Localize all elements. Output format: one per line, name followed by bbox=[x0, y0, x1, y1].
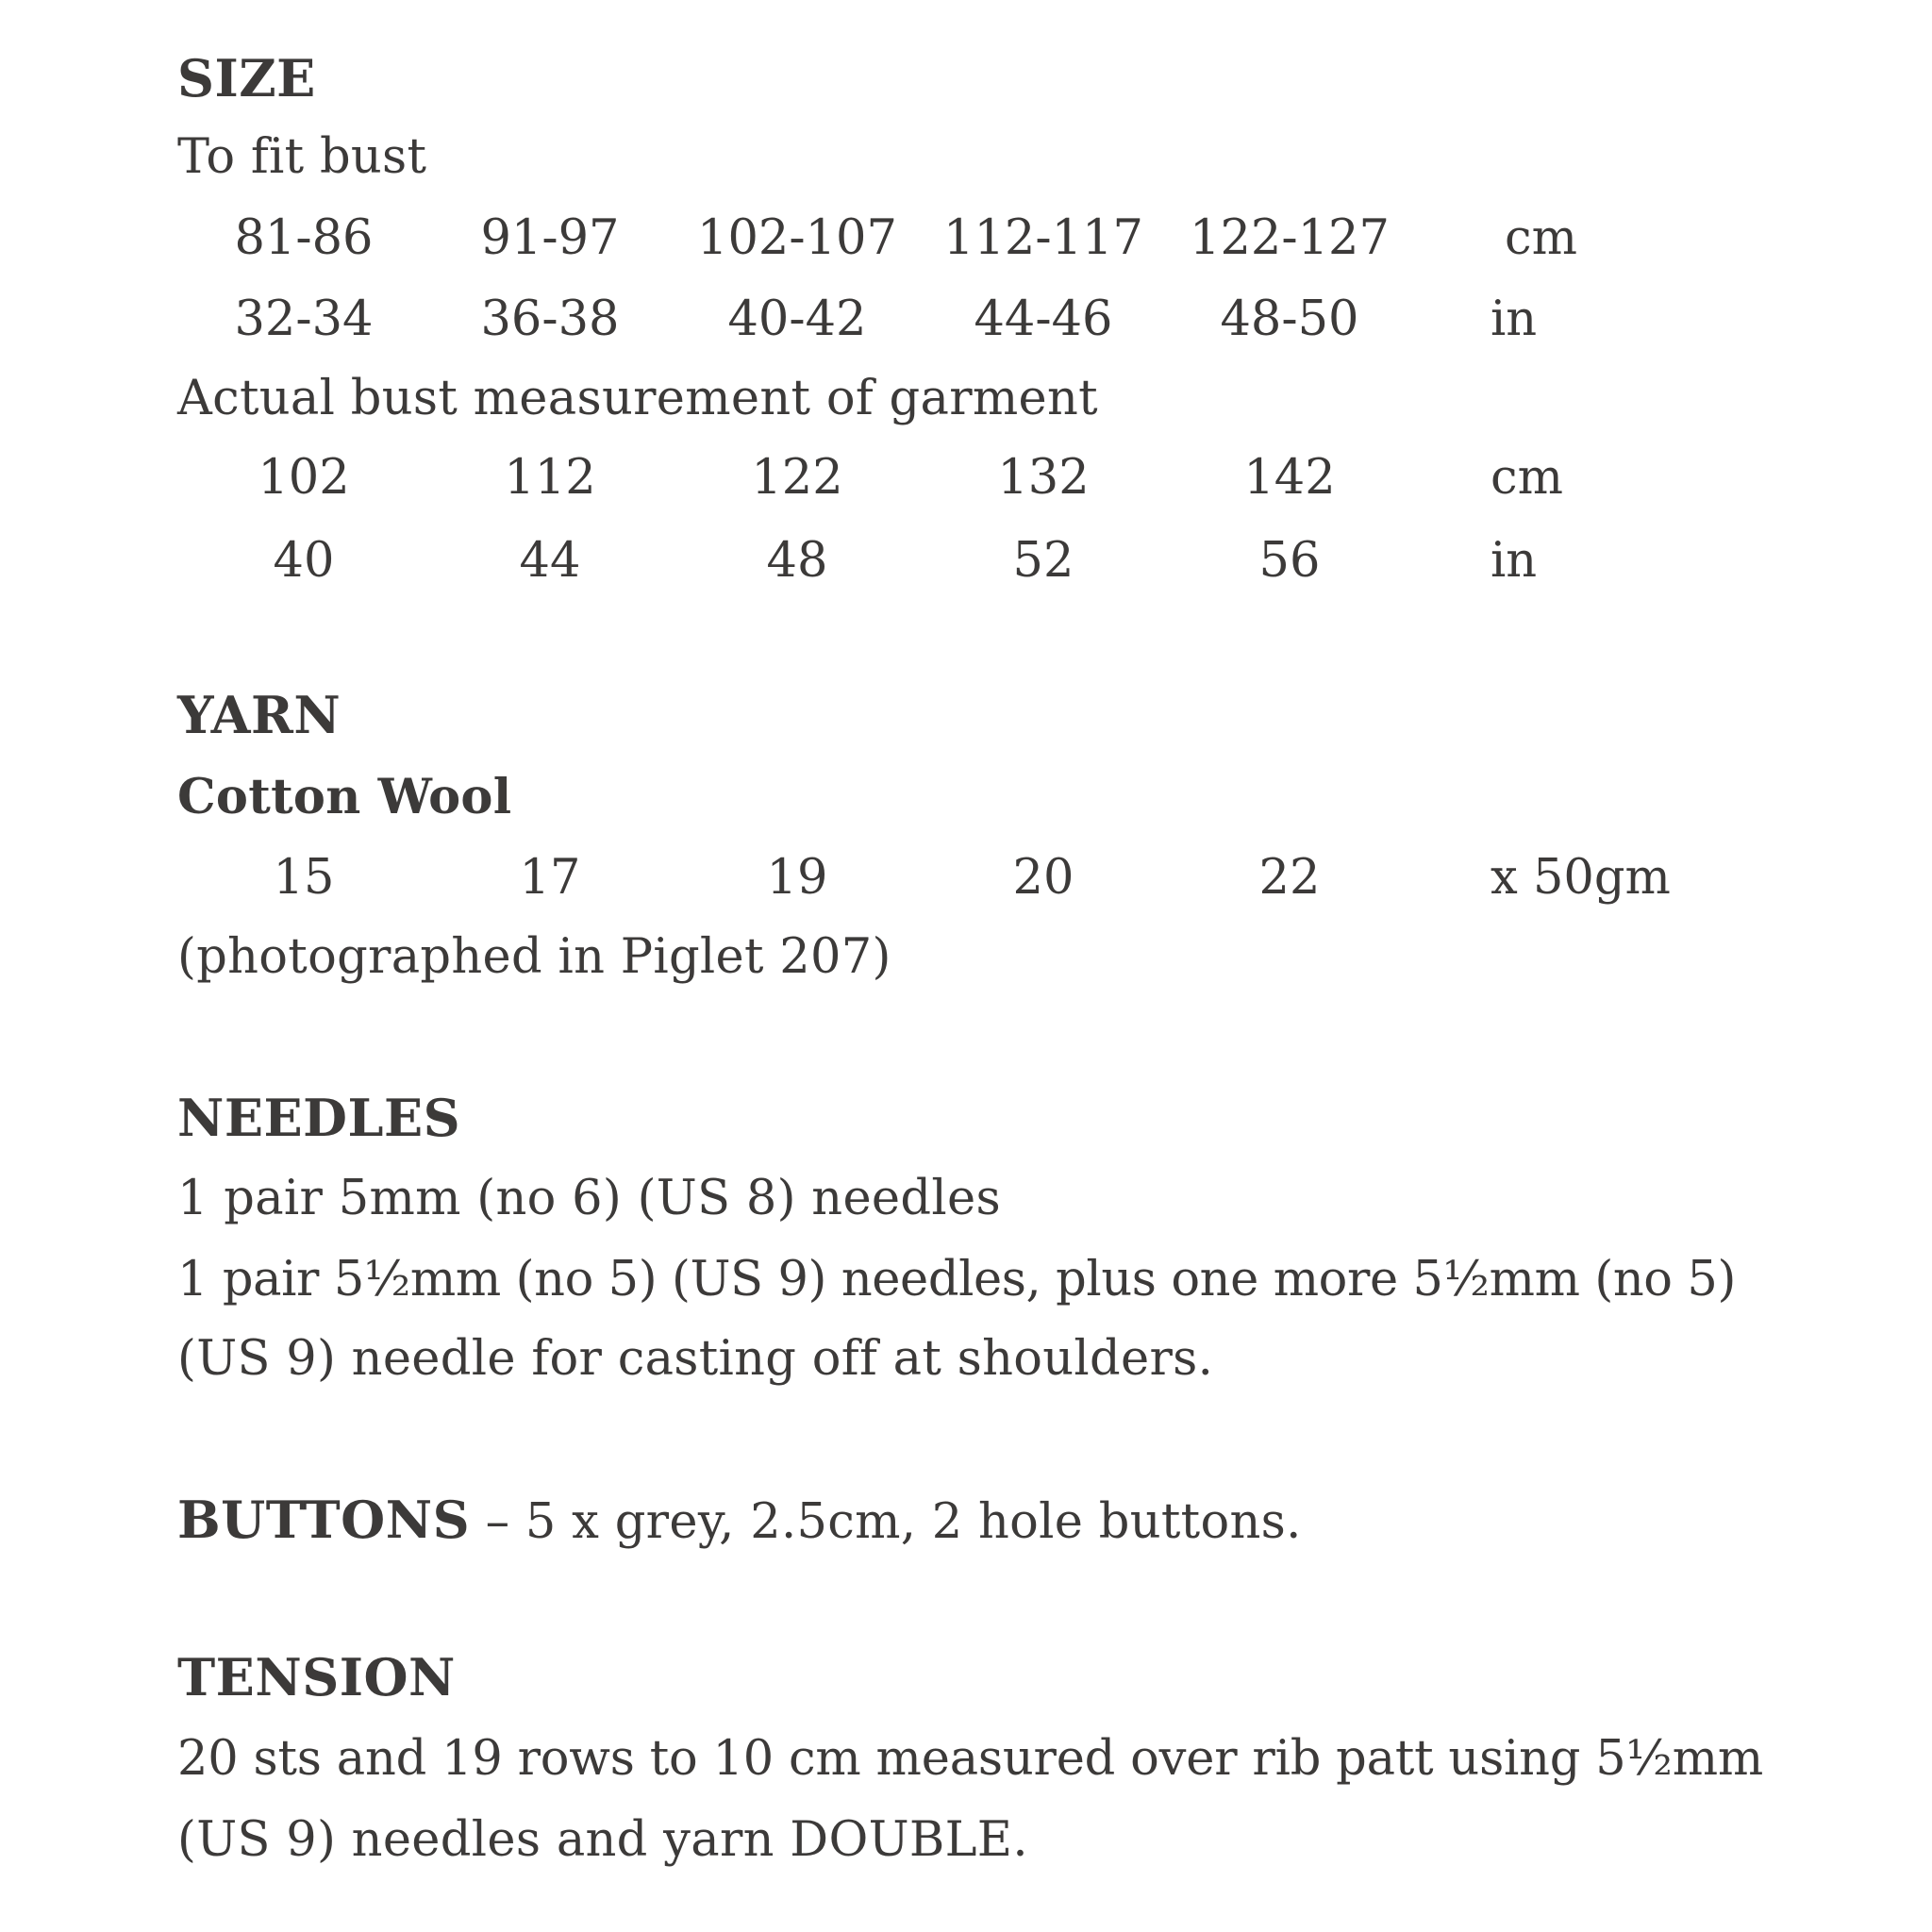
to-fit-in-value: 32-34 bbox=[234, 291, 374, 347]
to-fit-cm-value: 122-127 bbox=[1190, 210, 1390, 266]
actual-in-value: 40 bbox=[273, 533, 335, 589]
tension-line-1: 20 sts and 19 rows to 10 cm measured over rib patt using 5½mm bbox=[177, 1731, 1764, 1787]
actual-in-value: 44 bbox=[519, 533, 581, 589]
to-fit-cm-value: 91-97 bbox=[480, 210, 620, 266]
actual-cm-unit: cm bbox=[1491, 450, 1563, 506]
to-fit-in-value: 40-42 bbox=[727, 291, 867, 347]
yarn-quantity-value: 17 bbox=[519, 850, 581, 906]
to-fit-cm-value: 81-86 bbox=[234, 210, 374, 266]
yarn-quantity-value: 15 bbox=[273, 850, 335, 906]
actual-cm-value: 132 bbox=[997, 450, 1090, 506]
to-fit-cm-unit: cm bbox=[1505, 210, 1577, 266]
to-fit-cm-row bbox=[0, 208, 1932, 270]
yarn-quantity-row bbox=[0, 847, 1932, 909]
to-fit-in-value: 36-38 bbox=[480, 291, 620, 347]
needles-line-1: 1 pair 5mm (no 6) (US 8) needles bbox=[177, 1171, 1001, 1226]
buttons-text: – 5 x grey, 2.5cm, 2 hole buttons. bbox=[470, 1494, 1302, 1550]
size-heading: SIZE bbox=[177, 48, 316, 108]
tension-line-2: (US 9) needles and yarn DOUBLE. bbox=[177, 1812, 1028, 1868]
to-fit-cm-value: 112-117 bbox=[943, 210, 1143, 266]
actual-in-row bbox=[0, 530, 1932, 592]
to-fit-in-value: 44-46 bbox=[974, 291, 1113, 347]
actual-in-value: 48 bbox=[766, 533, 828, 589]
actual-in-value: 52 bbox=[1012, 533, 1074, 589]
yarn-name: Cotton Wool bbox=[177, 769, 512, 825]
needles-line-2: 1 pair 5½mm (no 5) (US 9) needles, plus one more 5½mm (no 5) bbox=[177, 1252, 1736, 1307]
to-fit-label: To fit bust bbox=[177, 129, 427, 185]
actual-in-unit: in bbox=[1491, 533, 1538, 589]
to-fit-in-unit: in bbox=[1491, 291, 1538, 347]
needles-line-3: (US 9) needle for casting off at shoulders. bbox=[177, 1331, 1214, 1387]
buttons-heading: BUTTONS bbox=[177, 1490, 471, 1550]
yarn-quantity-value: 19 bbox=[766, 850, 828, 906]
actual-cm-value: 122 bbox=[751, 450, 843, 506]
actual-cm-value: 142 bbox=[1243, 450, 1336, 506]
needles-heading: NEEDLES bbox=[177, 1088, 461, 1148]
actual-cm-value: 112 bbox=[504, 450, 596, 506]
to-fit-cm-value: 102-107 bbox=[697, 210, 897, 266]
actual-cm-row bbox=[0, 447, 1932, 509]
actual-cm-value: 102 bbox=[258, 450, 350, 506]
buttons-line bbox=[177, 1489, 1302, 1554]
to-fit-in-value: 48-50 bbox=[1220, 291, 1359, 347]
to-fit-in-row bbox=[0, 289, 1932, 351]
yarn-photo-note: (photographed in Piglet 207) bbox=[177, 929, 891, 985]
actual-bust-label: Actual bust measurement of garment bbox=[177, 371, 1098, 426]
yarn-quantity-value: 22 bbox=[1258, 850, 1321, 906]
tension-heading: TENSION bbox=[177, 1647, 456, 1707]
actual-in-value: 56 bbox=[1258, 533, 1321, 589]
yarn-heading: YARN bbox=[177, 685, 341, 745]
yarn-quantity-value: 20 bbox=[1012, 850, 1074, 906]
yarn-unit: x 50gm bbox=[1491, 850, 1671, 906]
